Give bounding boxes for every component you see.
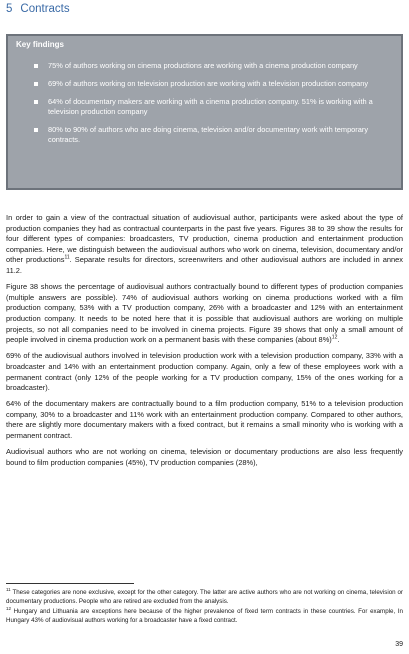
section-heading [6, 3, 403, 15]
paragraph-television: 69% of the audiovisual authors involved in television production work with a television production company, 33% with a broadcaster and 14% with an entertainment production company. Again, only a few of these employees work with a permanent contract (only 12% of the people working for a TV production company, 15% of the ones working for a broadcaster). [6, 351, 403, 393]
key-findings-title: Key findings [16, 40, 65, 49]
footnote-separator [6, 583, 134, 584]
key-finding-text: 75% of authors working on cinema productions are working with a cinema production company [48, 61, 358, 70]
footnote-ref[interactable]: 11 [64, 254, 70, 261]
paragraph-cinema: Figure 38 shows the percentage of audiovisual authors contractually bound to different types of production companies (multiple answers are possible). 74% of audiovisual authors working on cinema productions worked with a film production company, 53% with a TV production company, 26% with a broadcaster and 12% with an entertainment production company. It needs to be noted here that it is possible that audiovisual authors are working on multiple projects, so not all companies need to be involved in cinema projects. Figure 39 shows that only a small amount of people involved in cinema production work on a permanent basis with these companies (about 8%)$^{12}$. [6, 282, 403, 345]
key-finding-text: 69% of authors working on television production are working with a television production company [48, 78, 369, 88]
square-bullet-icon [34, 82, 38, 86]
key-finding-text: 80% to 90% of authors who are doing cinema, television and/or documentary work with temporary contracts. [48, 124, 369, 145]
body-text [6, 213, 403, 474]
key-findings-box [6, 34, 403, 190]
square-bullet-icon [34, 64, 38, 68]
footnotes [6, 586, 403, 627]
section-title: Contracts [20, 3, 70, 15]
footnote: $^{12}$ Hungary and Lithuania are exceptions here because of the higher prevalence of fixed term contracts in these countries. For example, In Hungary 43% of audiovisual authors working for a broadcaster have a fixed contract. [6, 606, 403, 624]
footnote-ref[interactable]: 12 [331, 334, 338, 341]
key-finding-text: 64% of documentary makers are working with a cinema production company. 51% is working with a television production company [48, 96, 373, 116]
key-finding-item [16, 61, 393, 71]
page-number: 39 [395, 641, 403, 648]
key-finding-item [16, 97, 393, 118]
paragraph-documentary: 64% of the documentary makers are contractually bound to a film production company, 51% to a television production company, 30% to a broadcaster and 11% work with an entertainment production company. Compared to other authors, there are slightly more documentary makers with a fixed contract, but it remains a small minority who is working with a permanent contract. [6, 399, 403, 441]
key-finding-item [16, 79, 393, 89]
square-bullet-icon [34, 100, 38, 104]
footnote-number: 11 [6, 586, 11, 592]
footnote: $^{11}$ These categories are none exclusive, except for the other category. The latter are active authors who are not working on cinema, television or documentary productions. People who are retired are excluded from the analysis. [6, 586, 403, 605]
key-finding-item [16, 125, 393, 146]
paragraph-intro: In order to gain a view of the contractual situation of audiovisual author, participants were asked about the type of production companies they had as contractual counterparts in the past five years. Figures 38 to 39 show the results for four different types of companies: broadcasters, TV production, cinema production and entertainment production companies. Here, we distinguish between the audiovisual authors who work on cinema, television, documentary and/or other productions$^{11}$. Separate results for directors, screenwriters and other audiovisual authors are included in annex 11.2. [6, 213, 403, 275]
key-findings-list [16, 61, 393, 146]
section-number: 5 [6, 3, 13, 15]
paragraph-other-authors: Audiovisual authors who are not working on cinema, television or documentary productions are also less frequently bound to film production companies (45%), TV production companies (28%), [6, 447, 403, 467]
square-bullet-icon [34, 128, 38, 132]
footnote-number: 12 [6, 606, 12, 612]
